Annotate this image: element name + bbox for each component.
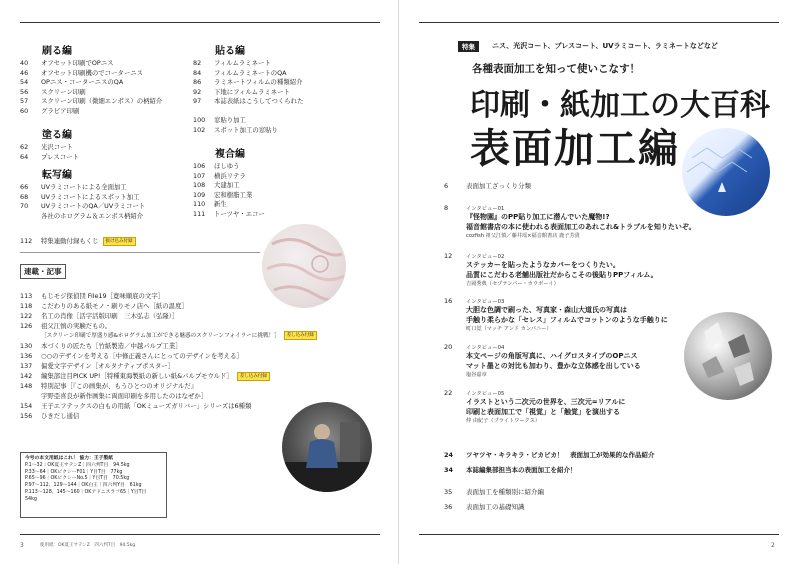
serial-text: もじモジ探偵団 File19［寛味順底の文字］	[41, 292, 165, 300]
interview-label: インタビュー01	[466, 206, 505, 212]
paper-line: P.65〜96｜OKピクシーNo.5｜Y目T目 70.5kg	[25, 476, 130, 482]
serial-row	[20, 331, 317, 341]
interview-credit: 町口覚（マッチ アンド カンパニー）	[466, 326, 552, 332]
serial-text: ○○のデザインを考える［中條正義さんにとってのデザインを考える］	[41, 352, 243, 360]
toc-text: 窓貼り加工	[214, 116, 246, 124]
interview-row	[444, 204, 466, 212]
blue-cover-photo	[682, 128, 770, 216]
interview-credit: 塩谷嘉章	[466, 372, 487, 378]
toc-row	[20, 88, 162, 98]
page-num: 86	[193, 78, 202, 87]
serial-text: 宇野亞喜良が新作画集に両面印刷を多用したのはなぜか］	[41, 392, 208, 400]
serial-text: 祖父江慎の実験だもの。	[41, 322, 112, 330]
interview-label: インタビュー04	[466, 345, 505, 351]
toc-text: UVラミコートのQA／UVラミコート	[41, 202, 146, 211]
toc-text: UVラミコートによる全面加工	[41, 183, 127, 191]
interview-row	[444, 252, 466, 260]
headline-line1: 印刷・紙加工の大百科	[470, 88, 770, 123]
page-num: 40	[20, 59, 29, 67]
toc-row	[193, 191, 265, 201]
interview-title: 手触り柔らかな「セレス」フィルムでコットンのような手触りに	[466, 316, 668, 324]
serial-text: ひきだし通信	[41, 412, 80, 420]
craftsman-photo	[282, 402, 372, 492]
interview-block	[466, 252, 658, 288]
toc-row	[20, 153, 79, 163]
toc-text: 表面加工ざっくり分類	[466, 182, 531, 190]
page-num: 107	[193, 171, 206, 180]
paper-footer: 使用紙：OK夏王サテンZ 四六判T目 94.5kg	[40, 543, 136, 548]
toc-text: スクリーン印刷	[41, 87, 86, 96]
toc-row	[20, 193, 145, 203]
serial-text: ［スクリーン印刷で厚盛り感&ホログラム加工ができる魅惑のスクリーンフォイラーに挑戦！］	[41, 333, 280, 339]
toc-text: OPニス・コーターニスのQA	[41, 78, 124, 87]
top-rule	[20, 22, 380, 23]
page-num: 118	[20, 302, 33, 310]
feature-subtitle: ニス、光沢コート、プレスコート、UVラミコート、ラミネートなどなど	[492, 42, 718, 50]
interview-title: マット墨との対比も加わり、豊かな立体感を出している	[466, 362, 641, 370]
section-title: 刷る編	[42, 46, 72, 57]
toc-text: 横浜リテラ	[214, 171, 246, 180]
toc-text: ラミネートフィルムの種類紹介	[214, 78, 303, 87]
page-num: 60	[20, 106, 29, 115]
toc-text: 新生	[214, 200, 227, 209]
toc-row	[193, 59, 303, 69]
page-num: 6	[444, 182, 449, 190]
page-num: 100	[193, 116, 206, 124]
toc-text: ツヤツヤ・キラキラ・ピカピカ！ 表面加工が効果的な作品紹介	[466, 451, 655, 459]
page-num: 24	[444, 451, 454, 459]
page-num: 84	[193, 68, 202, 77]
interview-credit: 吉岡秀典（セプテンバー・カウボーイ）	[466, 281, 559, 287]
page-num: 156	[20, 412, 33, 420]
interview-block	[466, 297, 668, 333]
page-num: 137	[20, 362, 33, 370]
serial-row	[20, 341, 317, 351]
page-number: 3	[20, 542, 24, 549]
interview-row	[444, 343, 466, 351]
interview-row	[444, 389, 466, 397]
interview-title: イラストという二次元の世界を、三次元=リアルに	[466, 398, 626, 406]
section-laminate	[193, 42, 303, 107]
interview-label: インタビュー03	[466, 299, 505, 305]
toc-text: 大建加工	[214, 181, 240, 190]
page-num: 16	[444, 297, 453, 305]
toc-text: オフセット印刷でOPニス	[41, 59, 114, 67]
interview-title: ステッカーを貼ったようなカバーをつくりたい。	[466, 261, 620, 269]
page-num: 22	[444, 389, 453, 397]
silver-diamond-photo	[684, 312, 772, 400]
page-num: 130	[20, 342, 33, 350]
toc-row	[20, 183, 145, 193]
embossed-paper-photo	[262, 224, 346, 308]
supplement-tag: 抜け込み付録	[103, 237, 136, 246]
interview-title: 大胆な色調で刷った、写真家・森山大道氏の写真は	[466, 306, 627, 314]
toc-text: UVラミコートによるスポット加工	[41, 192, 140, 201]
toc-text: スクリーン印刷（微細エンボス）の柄紹介	[41, 97, 163, 106]
page-num: 12	[444, 252, 453, 260]
serial-text: こだわりのある紙モノ・刷りモノ店へ［紙の温度］	[41, 302, 188, 310]
page-num: 106	[193, 162, 206, 170]
toc-row	[444, 465, 577, 474]
serial-text: 特別記事［『この画集が、もうひとつのオリジナルだ』	[41, 382, 198, 390]
serial-text: 王子エフテックスの白もの用紙「OKミューズガリバー」シリーズは6種類	[41, 402, 252, 410]
interview-title: 福音館書店の本に使われる表面加工のあれこれ&トラブルを知りたいぞ。	[466, 223, 696, 231]
toc-row	[20, 69, 162, 79]
page-num: 102	[193, 125, 206, 134]
toc-text: スポット加工の窓貼り	[214, 125, 278, 134]
serial-list	[20, 291, 317, 421]
toc-row	[193, 210, 265, 220]
page-num: 8	[444, 204, 449, 212]
supplement-tag: 差し込み付録	[284, 331, 317, 340]
serial-text: 編集部注目PICK UP!［特種東海製紙の新しい紙&パルプモウルド］	[41, 372, 233, 380]
interview-block	[466, 204, 696, 240]
toc-text: ほしゆう	[214, 162, 240, 170]
toc-row	[193, 88, 303, 98]
interview-label: インタビュー02	[466, 254, 505, 260]
interview-credit: cozfish 祖父江慎／藤井瑶×福音館書店 鹿子芳貴	[466, 233, 580, 239]
interview-title: 印刷と表面加工で「視覚」と「触覚」を演出する	[466, 408, 620, 416]
toc-text: 表面加工の基礎知識	[466, 503, 525, 511]
toc-row	[444, 181, 531, 190]
serial-row	[20, 301, 317, 311]
paper-box-title: 今号の本文用紙はこれ！ 協力：王子製紙	[25, 456, 114, 461]
page-num: 70	[20, 202, 29, 211]
toc-text: プレスコート	[41, 152, 79, 161]
page-num: 34	[444, 466, 454, 474]
toc-text: フィルムラミネートのQA	[214, 68, 287, 77]
toc-row	[20, 202, 145, 212]
toc-text: 各社のホログラム＆エンボス柄紹介	[41, 211, 144, 220]
page-num: 113	[20, 292, 33, 300]
section-print	[20, 42, 162, 117]
section-transfer	[20, 166, 145, 221]
toc-row	[193, 162, 265, 172]
toc-row	[444, 502, 525, 511]
toc-row	[20, 212, 145, 222]
page-num: 122	[20, 312, 33, 320]
page-num: 136	[20, 352, 33, 360]
toc-row	[193, 78, 303, 88]
serial-text: 本づくりの匠たち［竹紙製造／中越パルプ工業］	[41, 342, 182, 350]
serial-row	[20, 391, 317, 401]
page-num: 109	[193, 190, 206, 199]
toc-text: オフセット印刷機のでコーターニス	[41, 68, 143, 77]
serial-row	[20, 351, 317, 361]
page-num: 110	[193, 200, 206, 209]
section-title: 複合編	[215, 149, 245, 160]
toc-row	[444, 487, 544, 496]
divider-rule	[20, 252, 260, 253]
toc-text: 下地にフィルムラミネート	[214, 87, 290, 96]
page-num: 108	[193, 181, 206, 190]
interview-block	[466, 343, 641, 379]
page-num: 111	[193, 209, 206, 218]
toc-row	[20, 143, 79, 153]
toc-row	[193, 69, 303, 79]
toc-text: 光沢コート	[41, 143, 73, 151]
section-composite	[193, 145, 265, 220]
page-num: 154	[20, 402, 33, 410]
section-title: 塗る編	[42, 130, 72, 141]
toc-row	[193, 172, 265, 182]
feature-supplement-row	[20, 236, 136, 246]
page-num: 64	[20, 152, 29, 161]
headline-line2: 表面加工編	[470, 126, 680, 172]
toc-row	[20, 59, 162, 69]
serial-text: 偏愛文字デザイン［オルタナティブポスター］	[41, 362, 174, 370]
toc-row	[20, 97, 162, 107]
interview-title: 品質にこだわる老舗出版社だからこその後貼りPPフィルム。	[466, 271, 658, 279]
interview-credit: 仲 由紀子（プライトワークス）	[466, 418, 541, 424]
interview-title: 本文ページの角版写真に、ハイグロスタイプのOPニス	[466, 352, 638, 360]
section-title: 貼る編	[215, 46, 245, 57]
toc-text: 表面加工を種類別に紹介編	[466, 488, 544, 496]
feature-badge: 特集	[458, 41, 479, 52]
serial-row	[20, 371, 317, 381]
page-num: 20	[444, 343, 453, 351]
supplement-tag: 差し込み付録	[237, 372, 270, 381]
paper-texture-icon	[262, 224, 346, 308]
serial-row	[20, 361, 317, 371]
page-num: 57	[20, 97, 29, 106]
toc-row	[444, 450, 655, 459]
page-num: 97	[193, 97, 202, 106]
page-num: 62	[20, 143, 29, 151]
holo-pattern-icon	[682, 128, 770, 216]
toc-text: 特集連動付録もくじ	[41, 237, 99, 245]
section-coat	[20, 126, 79, 162]
craftsman-figure-icon	[282, 402, 372, 492]
interview-row	[444, 297, 466, 305]
toc-row	[193, 126, 278, 136]
page-num: 36	[444, 503, 453, 511]
serial-row	[20, 381, 317, 391]
serial-row	[20, 321, 317, 331]
toc-text: 宏和樹脂工業	[214, 190, 253, 199]
serial-row	[20, 411, 317, 421]
toc-row	[193, 116, 278, 126]
toc-row	[20, 78, 162, 88]
interview-block	[466, 389, 625, 425]
page-num: 54	[20, 78, 29, 87]
toc-text: 本誌表紙はこうしてつくられた	[214, 97, 304, 106]
page-number: 2	[771, 542, 775, 549]
serial-text: 名工の肖像［活字活版印刷 三木弘志（弘隆）］	[41, 312, 179, 320]
kicker: 各種表面加工を知って使いこなす！	[472, 63, 640, 75]
toc-text: 本誌編集部担当本の表面加工を紹介！	[466, 466, 577, 474]
page-num: 35	[444, 488, 453, 496]
page-num: 56	[20, 87, 29, 96]
top-rule	[419, 22, 779, 23]
serial-row	[20, 401, 317, 411]
serial-heading: 連載・記事	[24, 267, 62, 276]
page-num: 46	[20, 68, 29, 77]
toc-row	[20, 107, 162, 117]
toc-row	[193, 181, 265, 191]
page-num: 126	[20, 322, 33, 330]
paper-line: P.113〜128、145〜160｜OKアドニスラフ65｜Y目T目 54kg	[25, 489, 152, 502]
page-num: 68	[20, 192, 29, 201]
bottom-rule	[419, 534, 779, 535]
page-num: 148	[20, 382, 33, 390]
page-num: 92	[193, 87, 202, 96]
toc-row	[193, 97, 303, 107]
page-num: 142	[20, 372, 33, 380]
page-num: 112	[20, 237, 33, 245]
paper-line: P.1〜32｜OK夏王サテンZ｜四六判T目 94.5kg	[25, 462, 130, 468]
diamond-pattern-icon	[684, 312, 772, 400]
page-num: 82	[193, 59, 202, 67]
paper-line: P.33〜64｜OKピクシーF01｜Y目T目 77kg	[25, 469, 123, 475]
section-title: 転写編	[42, 170, 72, 181]
interview-title: 『怪物園』のPP貼り加工に潜んでいた魔物!?	[466, 213, 610, 221]
page-num: 66	[20, 183, 29, 191]
paper-info-box	[20, 452, 167, 518]
toc-text: フィルムラミネート	[214, 59, 271, 67]
section-window	[193, 116, 278, 135]
serial-row	[20, 311, 317, 321]
interview-label: インタビュー05	[466, 391, 505, 397]
toc-text: グラビア印刷	[41, 106, 80, 115]
bottom-rule	[20, 534, 380, 535]
toc-text: トーツヤ・エコー	[214, 209, 265, 218]
toc-row	[193, 200, 265, 210]
paper-line: P.97〜112、129〜144｜OK白王｜四六判Y目 61kg	[25, 483, 142, 489]
